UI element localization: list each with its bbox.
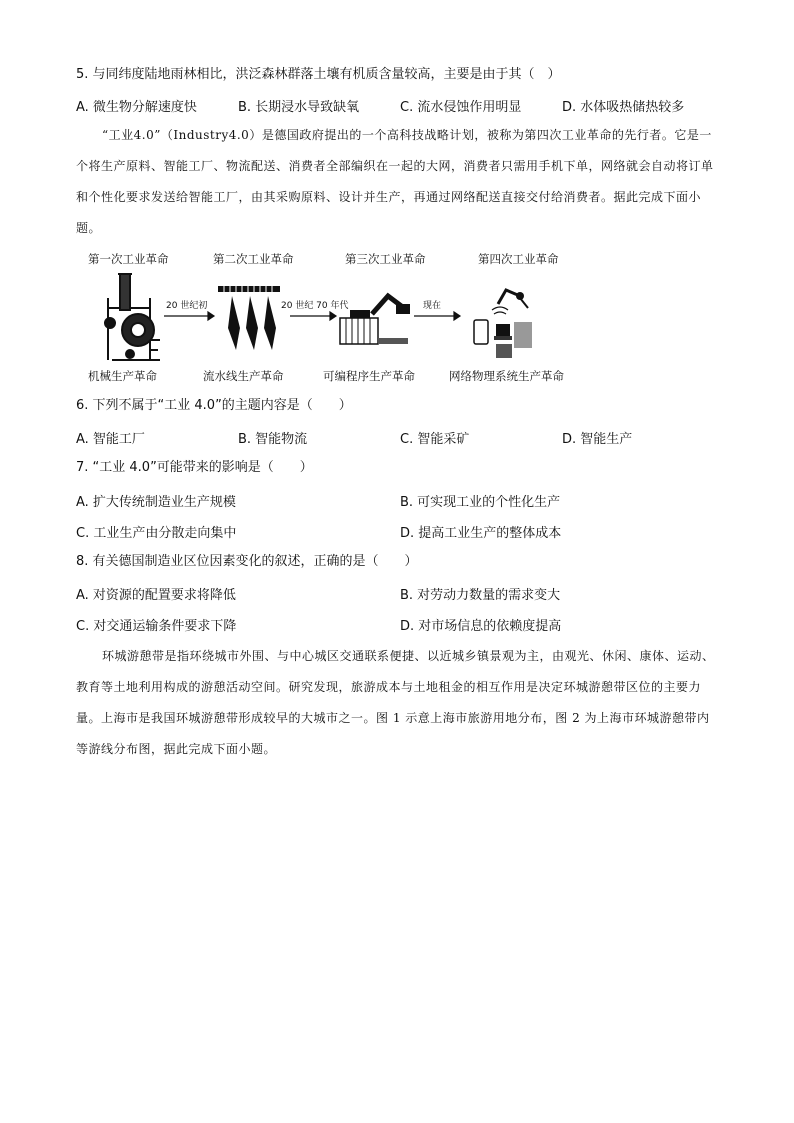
passage-recreation-belt-text: 环城游憩带是指环绕城市外围、与中心城区交通联系便捷、以近城乡镇景观为主，由观光、休闲、康体、运动、教育等土地利用构成的游憩活动空间。研究发现，旅游成本与土地租金的相互作用是决定环城游憩带区位的主要力量。上海市是我国环城游憩带形成较早的大城市之一。图 1 示意上海市旅游用地分布，图 2 为上海市环城游憩带内等游线分布图，据此完成下面小题。 (76, 649, 715, 756)
figure-top-label-2: 第二次工业革命 (213, 252, 294, 266)
passage-recreation-belt (76, 641, 716, 765)
q7-option-b: B. 可实现工业的个性化生产 (400, 495, 561, 510)
arrow-2 (290, 312, 336, 320)
q5-stem: 5. 与同纬度陆地雨林相比，洪泛森林群落土壤有机质含量较高，主要是由于其（ ） (76, 67, 561, 82)
passage-industry40-text: “工业4.0”（Industry4.0）是德国政府提出的一个高科技战略计划，被称为第四次工业革命的先行者。它是一个将生产原料、智能工厂、物流配送、消费者全部编织在一起的大网，消费者只需用手机下单，网络就会自动将订单和个性化要求发送给智能工厂，由其采购原料、设计并生产，再通过网络配送直接交付给消费者。据此完成下面小题。 (76, 128, 714, 235)
arrow-label-2: 20 世纪 70 年代 (281, 301, 349, 311)
q8-option-b: B. 对劳动力数量的需求变大 (400, 588, 561, 603)
q6-option-d: D. 智能生产 (562, 432, 633, 447)
q5-option-d: D. 水体吸热储热较多 (562, 100, 685, 115)
assembly-line-icon (218, 286, 280, 350)
arrow-label-1: 20 世纪初 (166, 301, 208, 311)
q8-option-d: D. 对市场信息的依赖度提高 (400, 619, 562, 634)
q7-stem: 7. “工业 4.0”可能带来的影响是（ ） (76, 460, 313, 475)
arrow-1 (164, 312, 214, 320)
loom-icon (105, 274, 160, 360)
passage-industry40 (76, 120, 716, 244)
q5-option-b: B. 长期浸水导致缺氧 (238, 100, 360, 115)
figure-top-label-4: 第四次工业革命 (478, 252, 559, 266)
cyber-physical-icon (474, 290, 532, 358)
figure-bottom-label-2: 流水线生产革命 (203, 369, 284, 383)
figure-top-label-3: 第三次工业革命 (345, 252, 426, 266)
q7-option-a: A. 扩大传统制造业生产规模 (76, 495, 236, 510)
q5-option-c: C. 流水侵蚀作用明显 (400, 100, 522, 115)
figure-bottom-label-3: 可编程序生产革命 (323, 369, 415, 383)
q6-stem: 6. 下列不属于“工业 4.0”的主题内容是（ ） (76, 398, 352, 413)
q8-option-a: A. 对资源的配置要求将降低 (76, 588, 236, 603)
figure-bottom-label-1: 机械生产革命 (88, 369, 157, 383)
robot-arm-icon (340, 296, 410, 344)
q7-option-c: C. 工业生产由分散走向集中 (76, 526, 237, 541)
q6-option-c: C. 智能采矿 (400, 432, 470, 447)
arrow-3 (414, 312, 460, 320)
q6-option-a: A. 智能工厂 (76, 432, 145, 447)
q7-option-d: D. 提高工业生产的整体成本 (400, 526, 562, 541)
q8-stem: 8. 有关德国制造业区位因素变化的叙述，正确的是（ ） (76, 554, 418, 569)
q5-option-a: A. 微生物分解速度快 (76, 100, 197, 115)
figure-illustrations (0, 268, 794, 368)
arrow-label-3: 现在 (423, 301, 442, 311)
figure-bottom-label-4: 网络物理系统生产革命 (449, 369, 564, 383)
q8-option-c: C. 对交通运输条件要求下降 (76, 619, 237, 634)
figure-top-label-1: 第一次工业革命 (88, 252, 169, 266)
q6-option-b: B. 智能物流 (238, 432, 308, 447)
